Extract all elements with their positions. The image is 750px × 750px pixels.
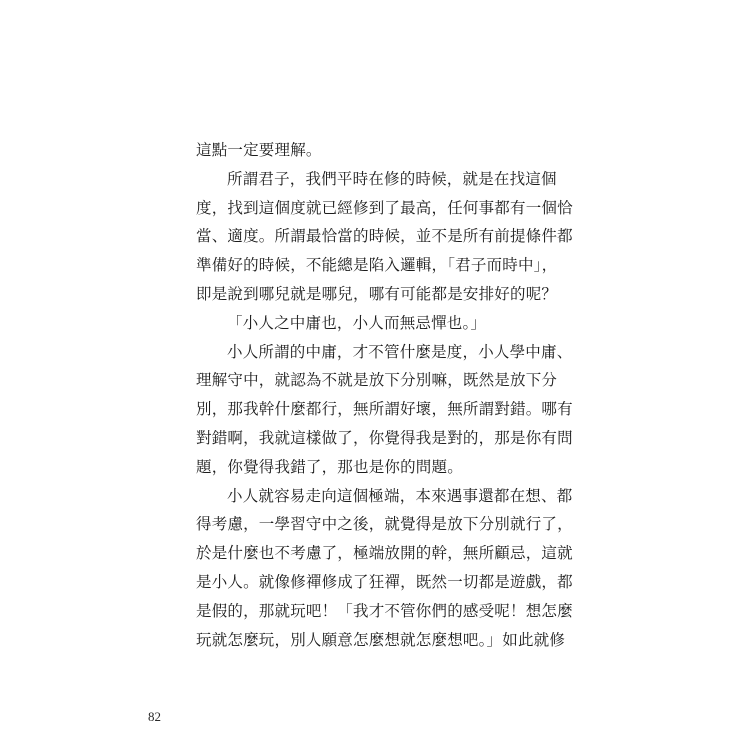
text-line: 度，找到這個度就已經修到了最高，任何事都有一個恰 <box>196 198 573 217</box>
text-line-quote: 「小人之中庸也，小人而無忌憚也。」 <box>227 313 487 332</box>
text-line: 理解守中，就認為不就是放下分別嘛，既然是放下分 <box>196 371 558 390</box>
text-line: 準備好的時候，不能總是陷入邏輯，「君子而時中」， <box>196 256 558 275</box>
text-line: 玩就怎麼玩，別人願意怎麼想就怎麼想吧。」如此就修 <box>196 630 566 649</box>
text-line: 小人就容易走向這個極端，本來遇事還都在想、都 <box>227 486 573 505</box>
text-line: 得考慮，一學習守中之後，就覺得是放下分別就行了， <box>196 515 573 534</box>
text-line: 於是什麼也不考慮了，極端放開的幹，無所顧忌，這就 <box>196 544 573 563</box>
text-line: 這點一定要理解。 <box>196 141 322 159</box>
text-line: 是假的，那就玩吧！「我才不管你們的感受呢！想怎麼 <box>196 601 573 620</box>
page-number: 82 <box>148 709 161 724</box>
text-line: 別，那我幹什麼都行，無所謂好壞，無所謂對錯。哪有 <box>196 400 573 419</box>
text-line: 當、適度。所謂最恰當的時候，並不是所有前提條件都 <box>196 227 573 246</box>
text-line: 對錯啊，我就這樣做了，你覺得我是對的，那是你有問 <box>196 428 573 447</box>
text-line: 是小人。就像修禪修成了狂禪，既然一切都是遊戲，都 <box>196 572 573 591</box>
text-line: 即是說到哪兒就是哪兒，哪有可能都是安排好的呢？ <box>196 284 558 303</box>
text-line: 題，你覺得我錯了，那也是你的問題。 <box>196 457 463 476</box>
body-text <box>196 136 578 654</box>
text-line: 小人所謂的中庸，才不管什麼是度，小人學中庸、 <box>227 342 573 361</box>
text-line: 所謂君子，我們平時在修的時候，就是在找這個 <box>227 169 557 188</box>
